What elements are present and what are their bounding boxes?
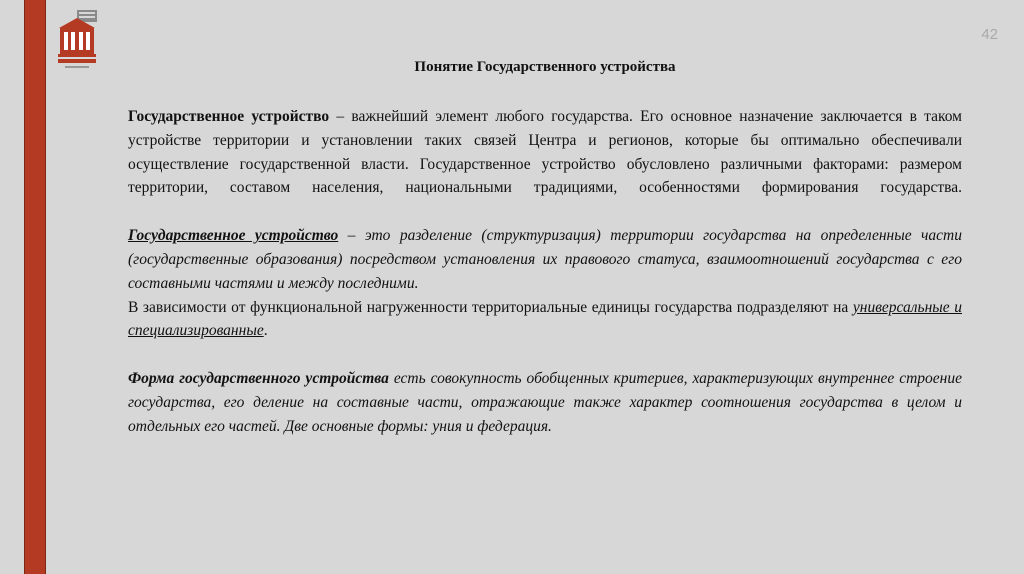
university-logo-icon: [55, 8, 99, 74]
division-text: – это разделение (структуризация) территории государства на определенные части (государственные образования) посредством установления их правового статуса, взаимоотношений государства с его составными частями и между последними.: [128, 227, 962, 292]
paragraph-spacer: [128, 200, 962, 224]
slide-body: [128, 105, 962, 439]
slide-title: Понятие Государственного устройства: [414, 59, 676, 75]
paragraph-division: [128, 224, 962, 295]
paragraph-definition: [128, 105, 962, 200]
form-text: есть совокупность обобщенных критериев, характеризующих внутреннее строение государства, его деление на составные части, отражающие также характер соотношения государства в целом и отдельных его частей. Две основные формы: уния и федерация.: [128, 370, 963, 435]
paragraph-form: [128, 367, 962, 438]
left-accent-bar: [24, 0, 46, 574]
paragraph-units: [128, 296, 962, 344]
units-types: универсальные и специализированные: [128, 298, 962, 340]
term-gov-structure-italic: Государственное устройство: [128, 227, 339, 245]
paragraph-spacer: [128, 343, 962, 367]
term-gov-structure: Государственное устройство: [128, 108, 330, 125]
units-end: .: [263, 322, 268, 340]
units-text: В зависимости от функциональной нагруженности территориальные единицы государства подразделяют на: [128, 298, 853, 316]
definition-text: – важнейший элемент любого государства. Его основное назначение заключается в таком устройстве территории и установлении таких связей Центра и регионов, которые бы оптимально обеспечивали осуществление государственной власти. Государственное устройство обусловлено различными факторами: размером территории, составом населения, национальными традициями, особенностями формирования государства.: [128, 108, 962, 197]
page-number: 42: [981, 26, 998, 43]
term-form-structure: Форма государственного устройства: [128, 370, 389, 388]
